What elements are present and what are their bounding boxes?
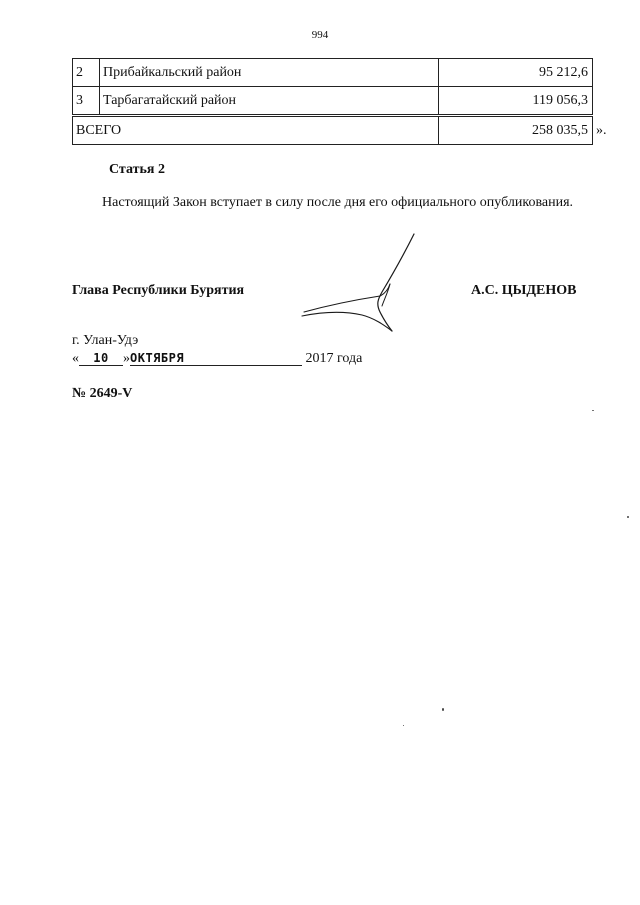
district-value: 119 056,3: [439, 87, 593, 116]
place-of-signing: г. Улан-Удэ: [72, 333, 139, 348]
district-name: Тарбагатайский район: [100, 87, 439, 116]
table-row: [73, 87, 593, 116]
signer-name: А.С. ЦЫДЕНОВ: [471, 283, 577, 298]
page-number: 994: [311, 29, 329, 41]
district-name: Прибайкальский район: [100, 59, 439, 87]
closing-quote: ».: [596, 123, 607, 138]
row-number: 2: [73, 59, 100, 87]
date-month: ОКТЯБРЯ: [130, 351, 302, 366]
article-body: Настоящий Закон вступает в силу после дня его официального опубликования.: [102, 195, 574, 210]
table-row: [73, 59, 593, 87]
scan-speck: [442, 708, 444, 711]
signer-title: Глава Республики Бурятия: [72, 283, 245, 298]
article-title: Статья 2: [109, 162, 165, 177]
date-close-quote: »: [123, 351, 130, 366]
signing-date: [72, 351, 362, 367]
scan-speck: [403, 725, 404, 726]
total-value: 258 035,5: [439, 116, 593, 145]
law-number: № 2649-V: [72, 386, 133, 401]
budget-table: [72, 58, 593, 145]
scan-speck: [627, 516, 629, 518]
district-value: 95 212,6: [439, 59, 593, 87]
handwritten-signature: [296, 232, 426, 337]
date-day: 10: [79, 351, 123, 366]
date-open-quote: «: [72, 351, 79, 366]
scan-speck: [592, 410, 594, 411]
date-year: 2017 года: [305, 351, 363, 366]
total-row: [73, 116, 593, 145]
row-number: 3: [73, 87, 100, 116]
total-label: ВСЕГО: [73, 116, 439, 145]
